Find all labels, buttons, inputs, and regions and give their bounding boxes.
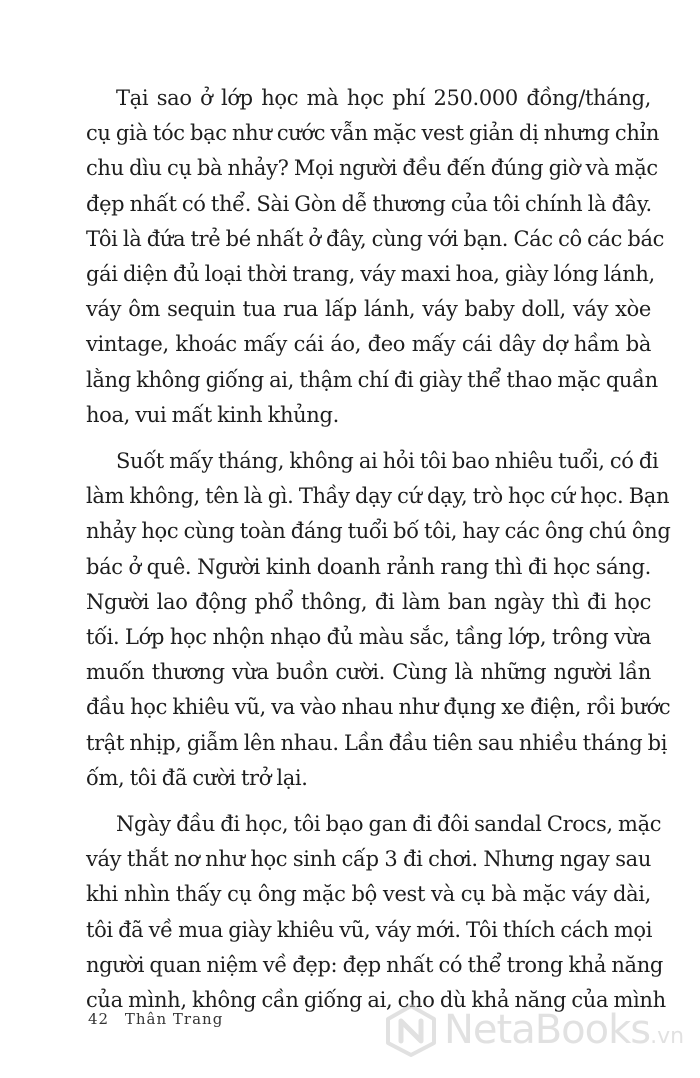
text-line: váy thắt nơ như học sinh cấp 3 đi chơi. Nhưng ngay sau bbox=[86, 847, 651, 872]
text-line: của mình, không cần giống ai, cho dù khả năng của mình bbox=[86, 988, 666, 1013]
text-line: khi nhìn thấy cụ ông mặc bộ vest và cụ bà mặc váy dài, bbox=[86, 882, 651, 907]
page-footer bbox=[88, 1010, 223, 1028]
text-line: Suốt mấy tháng, không ai hỏi tôi bao nhiêu tuổi, có đi bbox=[116, 449, 659, 474]
text-line: Tại sao ở lớp học mà học phí 250.000 đồng/tháng, bbox=[116, 86, 651, 110]
watermark-brand bbox=[444, 1007, 684, 1053]
author-name: Thân Trang bbox=[124, 1010, 224, 1028]
text-line: vintage, khoác mấy cái áo, đeo mấy cái dây dợ hầm bà bbox=[86, 332, 651, 357]
paragraph bbox=[86, 807, 666, 1018]
text-line: đầu học khiêu vũ, va vào nhau như đụng xe điện, rồi bước bbox=[86, 695, 671, 720]
text-line: váy ôm sequin tua rua lấp lánh, váy baby doll, váy xòe bbox=[86, 297, 651, 322]
text-line: làm không, tên là gì. Thầy dạy cứ dạy, trò học cứ học. Bạn bbox=[86, 484, 670, 509]
paragraph bbox=[86, 81, 665, 433]
text-line: tôi đã về mua giày khiêu vũ, váy mới. Tôi thích cách mọi bbox=[86, 917, 653, 942]
page-number: 42 bbox=[88, 1010, 110, 1028]
text-line: lằng không giống ai, thậm chí đi giày thể thao mặc quần bbox=[86, 367, 658, 392]
text-line: đẹp nhất có thể. Sài Gòn dễ thương của tôi chính là đây. bbox=[86, 191, 652, 216]
text-line: Ngày đầu đi học, tôi bạo gan đi đôi sandal Crocs, mặc bbox=[116, 812, 662, 837]
text-line: Tôi là đứa trẻ bé nhất ở đây, cùng với bạn. Các cô các bác bbox=[86, 226, 665, 251]
text-line: nhảy học cùng toàn đáng tuổi bố tôi, hay các ông chú ông bbox=[86, 519, 671, 544]
netabooks-logo-icon bbox=[384, 1003, 438, 1057]
publisher-watermark bbox=[384, 1000, 684, 1060]
watermark-brand-tld: .vn bbox=[650, 1024, 685, 1049]
text-line: ốm, tôi đã cười trở lại. bbox=[86, 765, 308, 790]
text-line: tối. Lớp học nhộn nhạo đủ màu sắc, tầng lớp, trông vừa bbox=[86, 625, 651, 650]
watermark-brand-name: NetaBooks bbox=[444, 1007, 651, 1053]
text-line: Người lao động phổ thông, đi làm ban ngày thì đi học bbox=[86, 589, 651, 614]
text-line: người quan niệm về đẹp: đẹp nhất có thể trong khả năng bbox=[86, 952, 663, 977]
text-line: chu dìu cụ bà nhảy? Mọi người đều đến đúng giờ và mặc bbox=[86, 156, 658, 181]
text-line: gái diện đủ loại thời trang, váy maxi hoa, giày lóng lánh, bbox=[86, 262, 655, 287]
text-line: hoa, vui mất kinh khủng. bbox=[86, 402, 339, 427]
paragraph bbox=[86, 444, 671, 796]
page-body-text bbox=[86, 81, 671, 1029]
text-line: trật nhịp, giẫm lên nhau. Lần đầu tiên sau nhiều tháng bị bbox=[86, 730, 668, 755]
text-line: cụ già tóc bạc như cước vẫn mặc vest giản dị nhưng chỉn bbox=[86, 121, 660, 146]
text-line: muốn thương vừa buồn cười. Cùng là những người lần bbox=[86, 660, 651, 685]
text-line: bác ở quê. Người kinh doanh rảnh rang thì đi học sáng. bbox=[86, 554, 651, 579]
